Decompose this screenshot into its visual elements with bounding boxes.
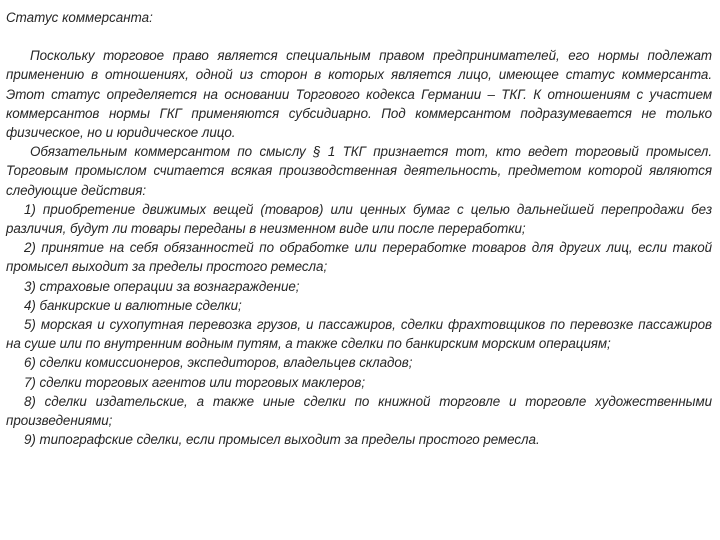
list-item: 9) типографские сделки, если промысел выходит за пределы простого ремесла. (24, 432, 540, 448)
list-item: 2) принятие на себя обязанностей по обработке или переработке товаров для других лиц, если такой промысел выходит за пределы простого ремесла; (6, 240, 712, 275)
section-heading: Статус коммерсанта: (6, 10, 153, 25)
list-item: 6) сделки комиссионеров, экспедиторов, владельцев складов; (24, 355, 413, 371)
document-body (6, 46, 712, 449)
list-item: 8) сделки издательские, а также иные сделки по книжной торговле и торговле художественными произведениями; (6, 393, 712, 429)
list-item: 3) страховые операции за вознаграждение; (24, 278, 300, 294)
list-item: 4) банкирские и валютные сделки; (24, 297, 242, 313)
paragraph-status-intro: Поскольку торговое право является специальным правом предпринимателей, его нормы подлежат применению в отношениях, одной из сторон в которых является лицо, имеющее статус коммерсанта. Этот статус определяется на основании Торгового кодекса Германии – ТКГ. К отношениям с участием коммерсантов нормы ГКГ применяются субсидиарно. Под коммерсантом подразумевается не только физическое, но и юридическое лицо. (6, 48, 712, 141)
list-item: 5) морская и сухопутная перевозка грузов, и пассажиров, сделки фрахтовщиков по перевозке пассажиров на суше или по внутренним водным путям, а также сделки по банкирским морским операциям; (6, 317, 712, 352)
list-item: 7) сделки торговых агентов или торговых маклеров; (24, 374, 366, 390)
paragraph-mandatory-merchant: Обязательным коммерсантом по смыслу § 1 ТКГ признается тот, кто ведет торговый промысел. Торговым промыслом считается всякая производственная деятельность, предметом которой являются следующие действия: (6, 144, 712, 198)
list-item: 1) приобретение движимых вещей (товаров) или ценных бумаг с целью дальнейшей перепродажи без различия, будут ли товары переданы в неизменном виде или после переработки; (6, 201, 712, 237)
activity-list (6, 200, 712, 450)
